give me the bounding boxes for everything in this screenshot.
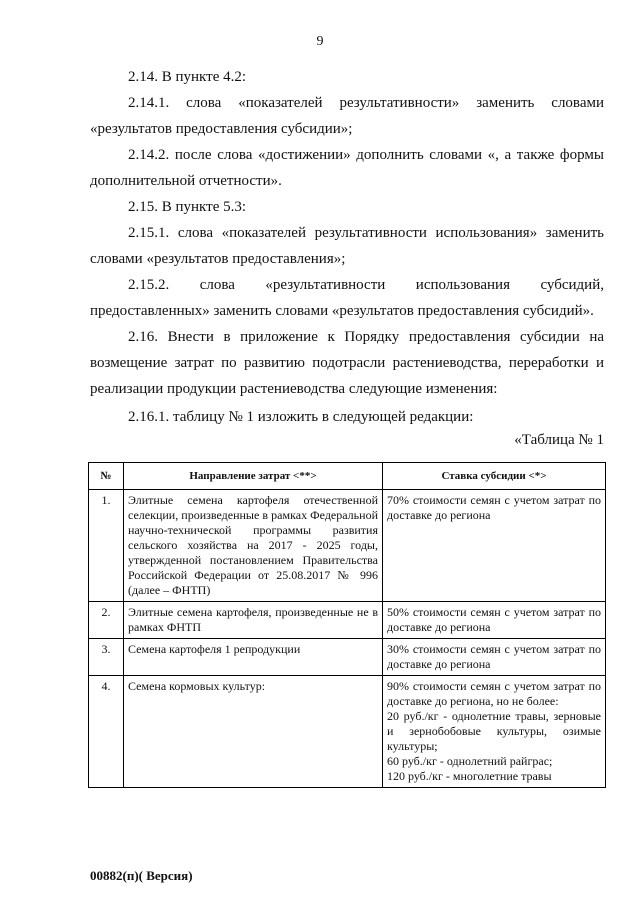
table-caption: «Таблица № 1 xyxy=(514,432,604,448)
row-rate xyxy=(383,676,606,788)
row-rate xyxy=(383,639,606,676)
table-row xyxy=(89,602,606,639)
paragraph-2-15-1: 2.15.1. слова «показателей результативности использования» заменить словами «результатов предоставления»; xyxy=(90,225,604,267)
paragraph-2-14-1: 2.14.1. слова «показателей результативности» заменить словами «результатов предоставления субсидии»; xyxy=(90,95,604,137)
table-row xyxy=(89,639,606,676)
paragraph-2-16: 2.16. Внести в приложение к Порядку предоставления субсидии на возмещение затрат по развитию подотрасли растениеводства, переработки и реализации продукции растениеводства следующие изменения: xyxy=(90,329,604,397)
paragraph-2-15-2: 2.15.2. слова «результативности использования субсидий, предоставленных» заменить словами «результатов предоставления субсидий». xyxy=(90,277,604,319)
row-number: 3. xyxy=(89,639,124,676)
page-number: 9 xyxy=(316,34,324,49)
header-number: № xyxy=(89,463,124,490)
rate-line: 90% стоимости семян с учетом затрат по доставке до региона, но не более: xyxy=(387,679,601,708)
row-number: 1. xyxy=(89,490,124,602)
row-direction: Семена кормовых культур: xyxy=(124,676,383,788)
header-direction: Направление затрат <**> xyxy=(124,463,383,490)
paragraph-2-14-2: 2.14.2. после слова «достижении» дополнить словами «, а также формы дополнительной отчетности». xyxy=(90,147,604,189)
table-row xyxy=(89,676,606,788)
paragraph-2-16-1: 2.16.1. таблицу № 1 изложить в следующей редакции: xyxy=(128,409,474,425)
row-rate xyxy=(383,490,606,602)
rate-line: 50% стоимости семян с учетом затрат по доставке до региона xyxy=(387,605,601,634)
table-header-row xyxy=(89,463,606,490)
rate-line: 20 руб./кг - однолетние травы, зерновые и зернобобовые культуры, озимые культуры; xyxy=(387,709,601,753)
subsidy-rate-table xyxy=(88,462,606,788)
row-direction: Элитные семена картофеля, произведенные не в рамках ФНТП xyxy=(124,602,383,639)
row-direction: Семена картофеля 1 репродукции xyxy=(124,639,383,676)
row-number: 4. xyxy=(89,676,124,788)
rate-line: 70% стоимости семян с учетом затрат по доставке до региона xyxy=(387,493,601,522)
row-rate xyxy=(383,602,606,639)
rate-line: 30% стоимости семян с учетом затрат по доставке до региона xyxy=(387,642,601,671)
rate-line: 60 руб./кг - однолетний райграс; xyxy=(387,754,553,768)
rate-line: 120 руб./кг - многолетние травы xyxy=(387,769,552,783)
table-row xyxy=(89,490,606,602)
paragraph-2-14: 2.14. В пункте 4.2: xyxy=(128,69,247,85)
row-number: 2. xyxy=(89,602,124,639)
paragraph-2-15: 2.15. В пункте 5.3: xyxy=(128,199,247,215)
header-rate: Ставка субсидии <*> xyxy=(383,463,606,490)
document-code: 00882(п)( Версия) xyxy=(90,868,193,883)
row-direction: Элитные семена картофеля отечественной селекции, произведенные в рамках Федеральной научно-технической программы развития сельского хозяйства на 2017 - 2025 годы, утвержденной постановлением Правительства Российской Федерации от 25.08.2017 № 996 (далее – ФНТП) xyxy=(124,490,383,602)
